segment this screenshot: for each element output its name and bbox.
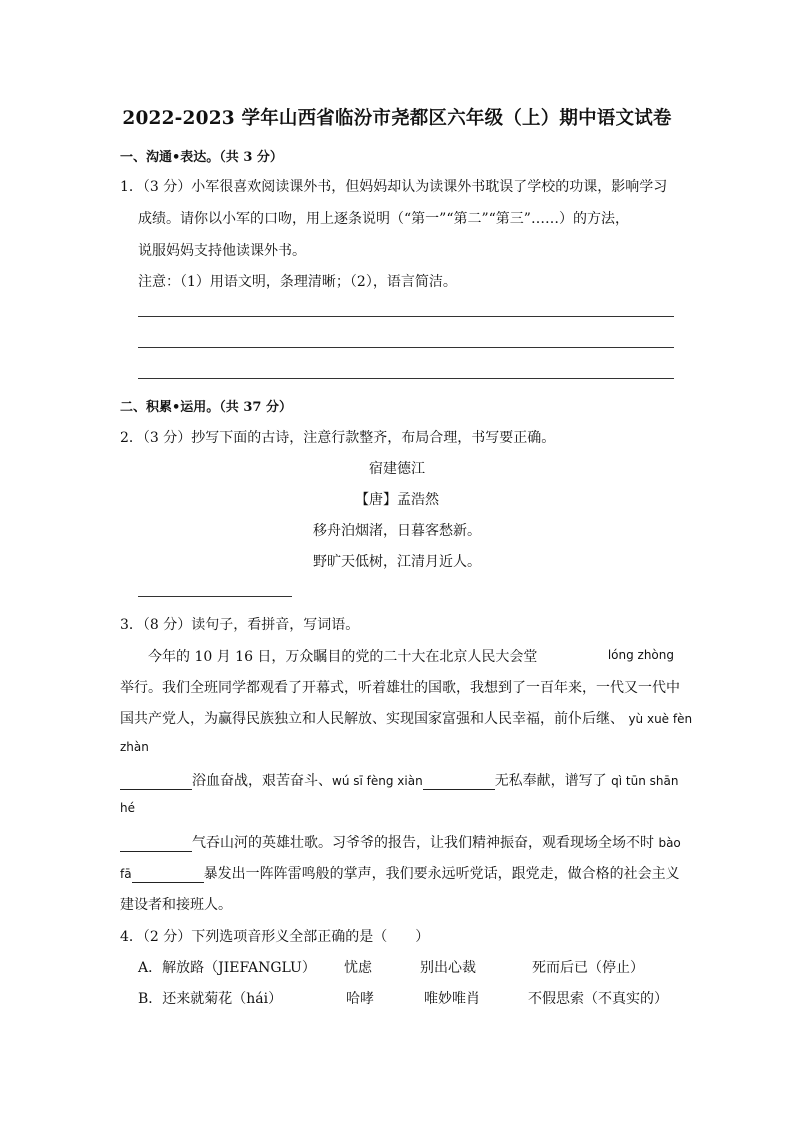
pinyin-zhan: zhàn [120,740,149,754]
q3-para-line-3 [120,708,692,728]
q3-text-2a: 浴血奋战，艰苦奋斗、 [192,773,332,789]
q3-text-1c: 国共产党人，为赢得民族独立和人民解放、实现国家富强和人民幸福，前仆后继、 [120,711,624,727]
blank-wu-si-feng-xian[interactable] [423,775,495,790]
q3-para-line-6 [120,863,680,883]
pinyin-qi-tun-shan: qì tūn shān [611,774,679,788]
poem-line-1: 移舟泊烟渚，日暮客愁新。 [313,523,481,539]
pinyin-fa: fā [120,867,132,881]
q1-line-3: 说服妈妈支持他读课外书。 [138,243,306,259]
q3-text-2b: 无私奉献，谱写了 [494,773,607,789]
answer-line-3[interactable] [138,378,674,379]
pinyin-long-zhong: lóng zhòng [607,648,674,662]
section-1-heading: 一、沟通•表达。（共 3 分） [120,150,283,165]
q3-para-line-1 [148,646,674,666]
option-b-part-1: B．还来就菊花（hái） [138,991,283,1007]
section-2-heading: 二、积累•运用。（共 37 分） [120,400,292,415]
option-b-part-4: 不假思索（不真实的） [528,991,668,1007]
option-a-part-3: 别出心裁 [420,960,476,976]
q3-para-line-2: 举行。我们全班同学都观看了开幕式，听着雄壮的国歌，我想到了一百年来，一代又一代中 [120,680,680,696]
option-a-part-4: 死而后已（停止） [532,960,644,976]
option-b-part-2: 哈哮 [346,991,374,1007]
answer-line-1[interactable] [138,316,674,317]
blank-qi-tun-shan-he[interactable] [120,837,192,852]
q2-line-1: 2．（3 分）抄写下面的古诗，注意行款整齐，布局合理，书写要正确。 [120,430,556,446]
pinyin-wu-si-feng-xian: wú sī fèng xiàn [332,774,423,788]
option-a-part-2: 忧虑 [344,960,372,976]
pinyin-he: hé [120,801,135,815]
option-b-part-3: 唯妙唯肖 [424,991,480,1007]
q3-para-line-7: 建设者和接班人。 [120,897,232,913]
q4-option-a[interactable] [138,957,644,977]
pinyin-bao: bào [658,836,681,850]
q4-option-b[interactable] [138,988,668,1008]
q3-text-3a: 气吞山河的英雄壮歌。习爷爷的报告，让我们精神振奋，观看现场全场不时 [192,835,654,851]
q4-line-1: 4．（2 分）下列选项音形义全部正确的是（ ） [120,929,430,945]
poem-line-2: 野旷天低树，江清月近人。 [313,554,481,570]
q3-text-1a: 今年的 10 月 16 日，万众瞩目的党的二十大在北京人民大会堂 [148,649,538,665]
poem-author: 【唐】孟浩然 [355,492,439,508]
q1-note: 注意：（1）用语文明，条理清晰；（2），语言简洁。 [138,274,457,290]
q1-line-1: 1．（3 分）小军很喜欢阅读课外书，但妈妈却认为读课外书耽误了学校的功课，影响学习 [120,179,668,195]
q1-line-2: 成绩。请你以小军的口吻，用上逐条说明（“第一”“第二”“第三”……）的方法， [138,211,629,227]
q3-para-line-4 [120,770,678,790]
option-a-part-1: A．解放路（JIEFANGLU） [138,960,316,976]
pinyin-yu-xue-fen: yù xuè fèn [628,712,693,726]
copy-answer-line[interactable] [138,596,292,597]
blank-yu-xue-fen-zhan[interactable] [120,775,192,790]
exam-title: 2022-2023 学年山西省临汾市尧都区六年级（上）期中语文试卷 [122,108,672,129]
q3-text-4a: 暴发出一阵阵雷鸣般的掌声，我们要永远听党话，跟党走，做合格的社会主义 [203,866,680,882]
blank-bao-fa[interactable] [132,868,204,883]
answer-line-2[interactable] [138,347,674,348]
q3-line-1: 3．（8 分）读句子，看拼音，写词语。 [120,617,360,633]
poem-title: 宿建德江 [369,461,425,477]
q3-para-line-5 [120,832,681,852]
